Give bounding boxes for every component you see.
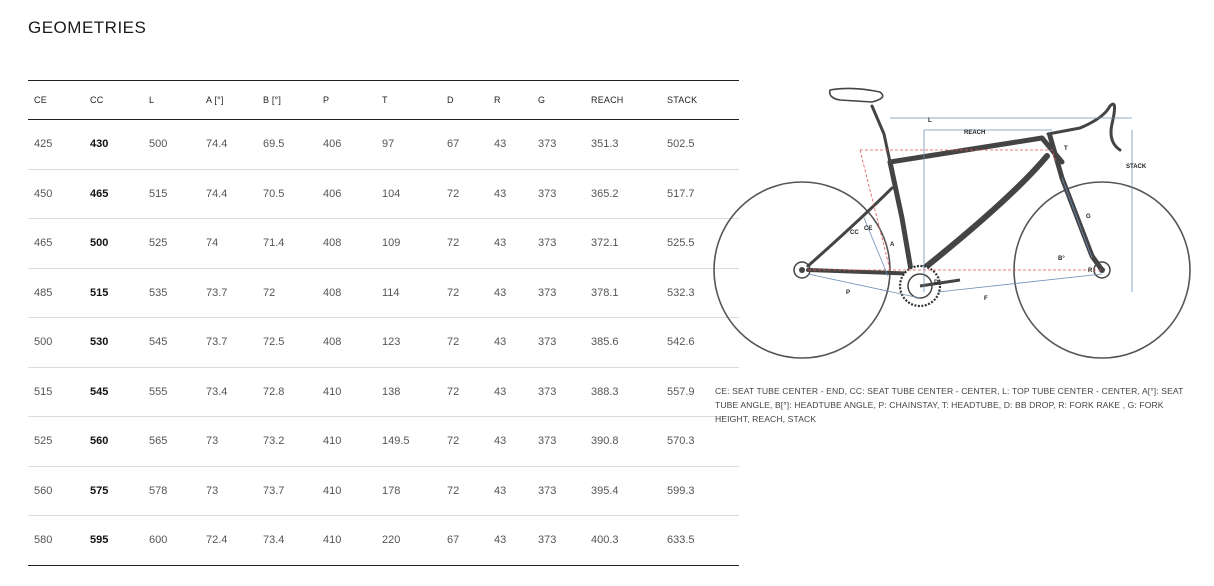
label-r: R xyxy=(1088,268,1093,274)
table-cell: 555 xyxy=(149,385,168,398)
table-cell: 373 xyxy=(538,286,557,299)
table-cell: 43 xyxy=(494,237,507,250)
table-cell: 450 xyxy=(34,187,53,200)
table-cell: 395.4 xyxy=(591,484,619,497)
table-cell: 109 xyxy=(382,237,401,250)
table-cell: 74 xyxy=(206,237,219,250)
table-cell: 570.3 xyxy=(667,435,695,448)
diagram-caption: CE: SEAT TUBE CENTER - END, CC: SEAT TUBE CENTER - CENTER, L: TOP TUBE CENTER - CENTER, A[°]: SEAT TUBE ANGLE, B[°]: HEADTUBE ANGLE, P: CHAINSTAY, T: HEADTUBE, D: BB DROP, R: FORK RAKE , G: FORK HEIGHT, REACH, STACK xyxy=(715,386,1184,424)
column-header: CC xyxy=(90,95,104,105)
table-cell: 373 xyxy=(538,484,557,497)
table-cell: 43 xyxy=(494,286,507,299)
table-cell: 43 xyxy=(494,385,507,398)
geometry-table xyxy=(28,80,739,566)
label-d: D xyxy=(934,280,939,286)
table-cell: 70.5 xyxy=(263,187,285,200)
table-cell: 114 xyxy=(382,286,400,299)
table-cell: 515 xyxy=(149,187,168,200)
table-cell: 72 xyxy=(447,336,460,349)
table-cell: 580 xyxy=(34,534,53,547)
table-cell: 408 xyxy=(323,237,342,250)
table-cell: 557.9 xyxy=(667,385,695,398)
table-cell: 372.1 xyxy=(591,237,619,250)
column-header: B [°] xyxy=(263,95,282,105)
table-cell: 72.8 xyxy=(263,385,285,398)
table-cell: 43 xyxy=(494,435,507,448)
table-cell: 575 xyxy=(90,484,109,497)
table-cell: 138 xyxy=(382,385,401,398)
table-cell: 560 xyxy=(90,435,109,448)
table-cell: 599.3 xyxy=(667,484,695,497)
column-header: T xyxy=(382,95,388,105)
table-cell: 578 xyxy=(149,484,168,497)
table-cell: 502.5 xyxy=(667,138,695,151)
table-cell: 410 xyxy=(323,435,342,448)
table-cell: 410 xyxy=(323,534,342,547)
table-cell: 388.3 xyxy=(591,385,619,398)
table-cell: 545 xyxy=(149,336,168,349)
table-cell: 373 xyxy=(538,336,557,349)
table-cell: 500 xyxy=(34,336,53,349)
table-cell: 73.2 xyxy=(263,435,285,448)
table-cell: 373 xyxy=(538,138,557,151)
table-cell: 72 xyxy=(447,435,460,448)
column-header: G xyxy=(538,95,546,105)
table-row xyxy=(28,417,739,467)
table-cell: 515 xyxy=(90,286,109,299)
table-cell: 373 xyxy=(538,435,557,448)
table-cell: 67 xyxy=(447,138,460,151)
table-cell: 74.4 xyxy=(206,138,228,151)
table-cell: 72 xyxy=(447,385,460,398)
table-cell: 425 xyxy=(34,138,53,151)
table-cell: 72 xyxy=(263,286,276,299)
column-header: P xyxy=(323,95,330,105)
table-cell: 373 xyxy=(538,187,557,200)
column-header: D xyxy=(447,95,454,105)
table-cell: 500 xyxy=(90,237,109,250)
label-g: G xyxy=(1086,214,1091,220)
table-cell: 72.5 xyxy=(263,336,285,349)
table-cell: 535 xyxy=(149,286,168,299)
table-row xyxy=(28,367,739,417)
label-t: T xyxy=(1064,146,1068,152)
page-title: GEOMETRIES xyxy=(28,18,147,37)
table-cell: 73.4 xyxy=(206,385,228,398)
column-header: A [°] xyxy=(206,95,224,105)
table-cell: 600 xyxy=(149,534,168,547)
table-cell: 220 xyxy=(382,534,401,547)
table-cell: 67 xyxy=(447,534,460,547)
table-cell: 465 xyxy=(90,187,109,200)
table-cell: 595 xyxy=(90,534,109,547)
table-cell: 485 xyxy=(34,286,53,299)
table-cell: 408 xyxy=(323,336,342,349)
table-row xyxy=(28,219,739,269)
table-cell: 97 xyxy=(382,138,395,151)
table-cell: 406 xyxy=(323,138,342,151)
table-cell: 465 xyxy=(34,237,53,250)
table-cell: 72 xyxy=(447,286,460,299)
table-cell: 43 xyxy=(494,534,507,547)
table-row xyxy=(28,318,739,368)
label-p: P xyxy=(846,290,851,296)
table-cell: 525 xyxy=(34,435,53,448)
table-cell: 373 xyxy=(538,237,557,250)
table-cell: 72 xyxy=(447,187,460,200)
label-reach: REACH xyxy=(964,130,986,136)
table-cell: 500 xyxy=(149,138,168,151)
table-cell: 73 xyxy=(206,484,219,497)
label-cc: CC xyxy=(850,230,859,236)
table-cell: 385.6 xyxy=(591,336,619,349)
column-header: STACK xyxy=(667,95,698,105)
label-stack: STACK xyxy=(1126,164,1147,170)
table-cell: 73.4 xyxy=(263,534,285,547)
table-cell: 408 xyxy=(323,286,342,299)
table-cell: 400.3 xyxy=(591,534,619,547)
column-header: R xyxy=(494,95,501,105)
column-header: CE xyxy=(34,95,47,105)
table-cell: 530 xyxy=(90,336,109,349)
table-cell: 378.1 xyxy=(591,286,619,299)
table-cell: 72.4 xyxy=(206,534,228,547)
table-cell: 73.7 xyxy=(206,286,228,299)
table-cell: 365.2 xyxy=(591,187,619,200)
table-cell: 123 xyxy=(382,336,401,349)
column-header: REACH xyxy=(591,95,624,105)
table-cell: 406 xyxy=(323,187,342,200)
table-cell: 410 xyxy=(323,484,342,497)
table-cell: 525 xyxy=(149,237,168,250)
table-cell: 178 xyxy=(382,484,401,497)
table-cell: 532.3 xyxy=(667,286,695,299)
table-cell: 73 xyxy=(206,435,219,448)
table-cell: 74.4 xyxy=(206,187,228,200)
table-body xyxy=(28,120,739,566)
table-cell: 69.5 xyxy=(263,138,285,151)
table-cell: 73.7 xyxy=(263,484,285,497)
bike-geometry-diagram xyxy=(712,78,1196,374)
table-row xyxy=(28,516,739,566)
table-cell: 43 xyxy=(494,336,507,349)
table-cell: 517.7 xyxy=(667,187,695,200)
table-cell: 430 xyxy=(90,138,109,151)
table-cell: 71.4 xyxy=(263,237,285,250)
table-cell: 72 xyxy=(447,237,460,250)
crankset xyxy=(900,266,960,306)
table-cell: 43 xyxy=(494,138,507,151)
table-cell: 149.5 xyxy=(382,435,410,448)
table-row xyxy=(28,120,739,170)
table-cell: 351.3 xyxy=(591,138,619,151)
table-cell: 633.5 xyxy=(667,534,695,547)
label-a: A xyxy=(890,242,895,248)
table-cell: 72 xyxy=(447,484,460,497)
table-cell: 545 xyxy=(90,385,109,398)
table-cell: 560 xyxy=(34,484,53,497)
table-cell: 515 xyxy=(34,385,53,398)
table-cell: 73.7 xyxy=(206,336,228,349)
table-cell: 373 xyxy=(538,385,557,398)
table-cell: 565 xyxy=(149,435,168,448)
table-cell: 104 xyxy=(382,187,401,200)
table-cell: 43 xyxy=(494,484,507,497)
table-cell: 43 xyxy=(494,187,507,200)
table-cell: 525.5 xyxy=(667,237,695,250)
label-b: B° xyxy=(1058,256,1065,262)
table-cell: 390.8 xyxy=(591,435,619,448)
table-cell: 542.6 xyxy=(667,336,695,349)
table-header-row xyxy=(28,81,739,120)
table-cell: 410 xyxy=(323,385,342,398)
label-l: L xyxy=(928,118,932,124)
label-f: F xyxy=(984,296,988,302)
label-ce: CE xyxy=(864,226,873,232)
table-row xyxy=(28,268,739,318)
table-cell: 373 xyxy=(538,534,557,547)
table-row xyxy=(28,169,739,219)
column-header: L xyxy=(149,95,155,105)
bike-frame xyxy=(808,88,1120,276)
table-row xyxy=(28,466,739,516)
